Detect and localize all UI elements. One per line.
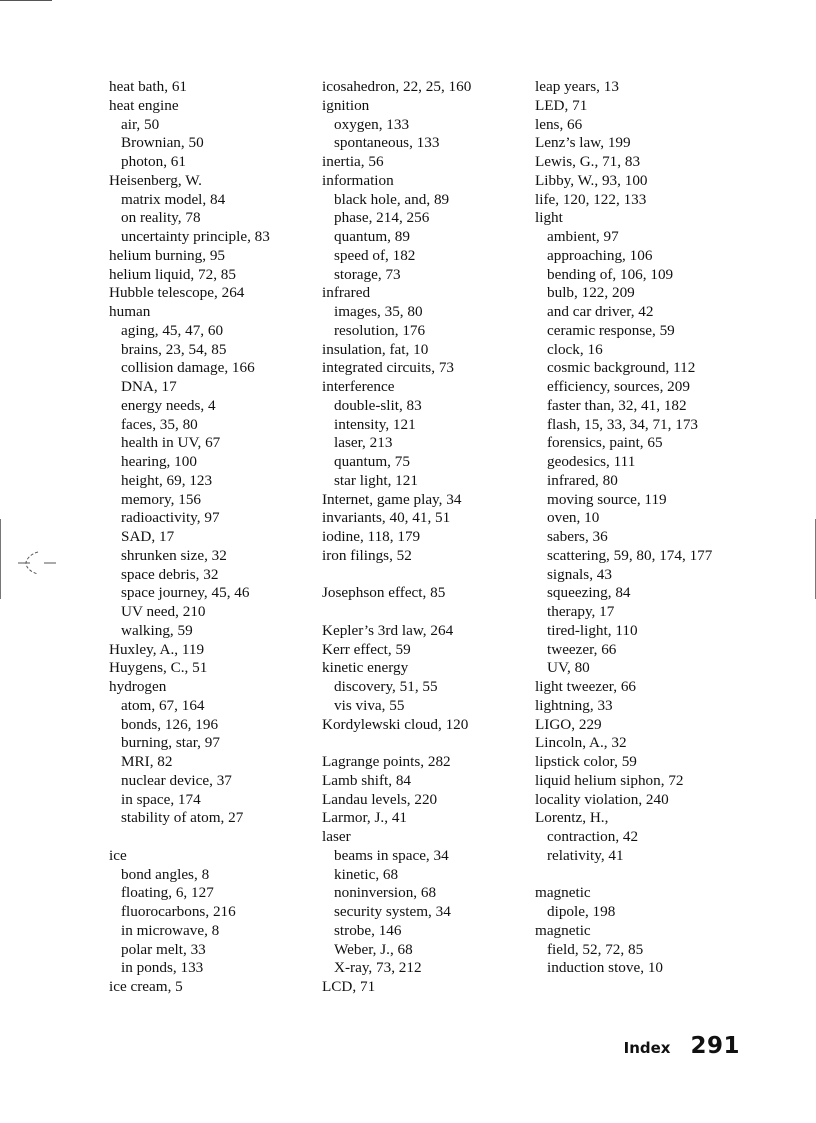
index-subentry: Weber, J., 68 — [334, 940, 413, 958]
index-subentry: bonds, 126, 196 — [121, 715, 219, 733]
page-number: 291 — [690, 1033, 740, 1059]
index-entry: helium liquid, 72, 85 — [109, 265, 236, 283]
index-subentry: faces, 35, 80 — [121, 415, 198, 433]
index-entry: icosahedron, 22, 25, 160 — [322, 78, 472, 95]
index-subentry: ceramic response, 59 — [547, 321, 675, 339]
index-subentry: fluorocarbons, 216 — [121, 903, 236, 920]
index-entry: Lagrange points, 282 — [322, 753, 451, 770]
index-subentry: oxygen, 133 — [334, 115, 410, 133]
index-subentry: forensics, paint, 65 — [547, 434, 663, 452]
index-subentry: oven, 10 — [547, 509, 600, 527]
index-subentry: tired-light, 110 — [547, 621, 638, 639]
index-subentry: hearing, 100 — [121, 453, 197, 470]
index-subentry: SAD, 17 — [121, 528, 175, 545]
index-entry: Lamb shift, 84 — [322, 771, 412, 789]
index-column-1 — [109, 78, 319, 997]
index-entry: helium burning, 95 — [109, 246, 226, 264]
index-subentry: floating, 6, 127 — [121, 884, 214, 902]
index-subentry: Brownian, 50 — [121, 134, 204, 152]
index-subentry: X-ray, 73, 212 — [334, 959, 422, 977]
index-subentry: security system, 34 — [334, 903, 451, 920]
index-entry: interference — [322, 378, 395, 395]
index-entry: lens, 66 — [535, 115, 583, 133]
index-entry: light — [535, 209, 563, 227]
index-subentry: geodesics, 111 — [547, 453, 636, 470]
index-subentry: phase, 214, 256 — [334, 209, 430, 227]
left-edge-mark — [0, 519, 1, 599]
index-subentry: sabers, 36 — [547, 528, 608, 545]
index-subentry: spontaneous, 133 — [334, 134, 440, 152]
index-subentry: kinetic, 68 — [334, 865, 399, 883]
index-subentry: images, 35, 80 — [334, 303, 423, 320]
index-subentry: in microwave, 8 — [121, 921, 220, 939]
entry-spacer — [322, 734, 532, 753]
index-entry: lipstick color, 59 — [535, 753, 637, 770]
index-subentry: relativity, 41 — [547, 846, 624, 864]
index-entry: lightning, 33 — [535, 696, 613, 714]
index-subentry: aging, 45, 47, 60 — [121, 321, 224, 339]
index-entry: ice cream, 5 — [109, 978, 183, 995]
index-entry: Kerr effect, 59 — [322, 640, 411, 658]
index-entry: Lewis, G., 71, 83 — [535, 153, 641, 170]
index-entry: infrared — [322, 284, 371, 302]
index-subentry: space debris, 32 — [121, 565, 219, 583]
index-entry: Landau levels, 220 — [322, 790, 438, 808]
index-entry: life, 120, 122, 133 — [535, 190, 647, 208]
index-subentry: in space, 174 — [121, 790, 201, 808]
index-entry: integrated circuits, 73 — [322, 359, 455, 377]
index-subentry: scattering, 59, 80, 174, 177 — [547, 546, 713, 564]
footer-section-label: Index — [623, 1039, 671, 1057]
index-subentry: contraction, 42 — [547, 828, 639, 845]
index-subentry: collision damage, 166 — [121, 359, 255, 377]
index-subentry: infrared, 80 — [547, 471, 618, 489]
index-subentry: in ponds, 133 — [121, 959, 204, 977]
index-entry: liquid helium siphon, 72 — [535, 771, 684, 789]
index-subentry: memory, 156 — [121, 490, 202, 508]
index-subentry: ambient, 97 — [547, 228, 619, 245]
index-subentry: radioactivity, 97 — [121, 509, 220, 527]
index-entry: human — [109, 303, 151, 320]
index-subentry: discovery, 51, 55 — [334, 678, 438, 695]
index-entry: magnetic — [535, 884, 591, 902]
index-entry: leap years, 13 — [535, 78, 619, 95]
registration-mark-icon — [18, 548, 58, 578]
index-entry: hydrogen — [109, 678, 167, 695]
index-subentry: signals, 43 — [547, 565, 612, 583]
index-entry: kinetic energy — [322, 659, 409, 677]
index-entry: Lorentz, H., — [535, 809, 609, 827]
index-entry: information — [322, 171, 394, 189]
index-subentry: height, 69, 123 — [121, 471, 213, 489]
index-subentry: quantum, 75 — [334, 453, 410, 470]
index-entry: Libby, W., 93, 100 — [535, 171, 648, 189]
index-entry: laser — [322, 828, 351, 845]
index-column-3 — [535, 78, 745, 978]
index-subentry: UV, 80 — [547, 659, 590, 677]
index-subentry: faster than, 32, 41, 182 — [547, 396, 687, 414]
index-subentry: double-slit, 83 — [334, 396, 422, 414]
index-entry: Lincoln, A., 32 — [535, 734, 627, 752]
index-entry: invariants, 40, 41, 51 — [322, 509, 451, 527]
index-column-2 — [322, 78, 532, 997]
index-subentry: squeezing, 84 — [547, 584, 631, 602]
index-subentry: therapy, 17 — [547, 603, 615, 620]
index-subentry: matrix model, 84 — [121, 190, 226, 208]
index-subentry: on reality, 78 — [121, 209, 201, 227]
index-subentry: burning, star, 97 — [121, 734, 220, 752]
index-entry: Kepler’s 3rd law, 264 — [322, 621, 454, 639]
index-subentry: clock, 16 — [547, 340, 603, 358]
index-subentry: polar melt, 33 — [121, 940, 206, 958]
index-entry: iodine, 118, 179 — [322, 528, 421, 545]
index-entry: Kordylewski cloud, 120 — [322, 715, 469, 733]
index-subentry: MRI, 82 — [121, 753, 173, 770]
index-subentry: star light, 121 — [334, 471, 418, 489]
index-entry: LED, 71 — [535, 96, 588, 114]
index-entry: Heisenberg, W. — [109, 171, 202, 189]
index-entry: Huxley, A., 119 — [109, 640, 205, 658]
index-subentry: air, 50 — [121, 115, 160, 133]
entry-spacer — [535, 866, 745, 885]
index-subentry: and car driver, 42 — [547, 303, 654, 320]
page-footer — [600, 1033, 740, 1063]
top-crop-rule — [0, 0, 52, 1]
index-entry: Internet, game play, 34 — [322, 490, 462, 508]
index-subentry: strobe, 146 — [334, 921, 402, 939]
index-entry: heat engine — [109, 96, 179, 114]
index-entry: ignition — [322, 96, 370, 114]
index-subentry: tweezer, 66 — [547, 640, 617, 658]
index-subentry: shrunken size, 32 — [121, 546, 227, 564]
index-subentry: dipole, 198 — [547, 903, 616, 920]
index-subentry: energy needs, 4 — [121, 396, 216, 414]
index-entry: Lenz’s law, 199 — [535, 134, 631, 152]
index-subentry: atom, 67, 164 — [121, 696, 205, 714]
index-subentry: induction stove, 10 — [547, 959, 664, 977]
index-entry: iron filings, 52 — [322, 546, 412, 564]
index-subentry: space journey, 45, 46 — [121, 584, 250, 602]
index-subentry: bond angles, 8 — [121, 865, 210, 883]
index-subentry: UV need, 210 — [121, 603, 206, 620]
index-subentry: uncertainty principle, 83 — [121, 228, 270, 245]
index-subentry: approaching, 106 — [547, 246, 653, 264]
index-subentry: vis viva, 55 — [334, 696, 405, 714]
index-entry: LIGO, 229 — [535, 715, 602, 733]
index-subentry: bulb, 122, 209 — [547, 284, 635, 302]
index-entry: LCD, 71 — [322, 978, 376, 995]
index-subentry: intensity, 121 — [334, 415, 416, 433]
index-subentry: black hole, and, 89 — [334, 190, 450, 208]
index-entry: Hubble telescope, 264 — [109, 284, 245, 302]
index-subentry: bending of, 106, 109 — [547, 265, 674, 283]
index-subentry: flash, 15, 33, 34, 71, 173 — [547, 415, 699, 433]
index-subentry: quantum, 89 — [334, 228, 410, 245]
index-subentry: moving source, 119 — [547, 490, 667, 508]
index-entry: insulation, fat, 10 — [322, 340, 429, 358]
index-subentry: field, 52, 72, 85 — [547, 940, 644, 958]
index-subentry: brains, 23, 54, 85 — [121, 340, 227, 358]
index-subentry: noninversion, 68 — [334, 884, 437, 902]
index-subentry: DNA, 17 — [121, 378, 177, 395]
index-entry: Larmor, J., 41 — [322, 809, 408, 827]
index-subentry: health in UV, 67 — [121, 434, 221, 452]
index-entry: locality violation, 240 — [535, 790, 669, 808]
index-entry: Huygens, C., 51 — [109, 659, 208, 677]
entry-spacer — [322, 603, 532, 622]
index-subentry: storage, 73 — [334, 265, 401, 283]
index-subentry: walking, 59 — [121, 621, 193, 639]
index-subentry: speed of, 182 — [334, 246, 416, 264]
index-subentry: nuclear device, 37 — [121, 771, 232, 789]
index-subentry: resolution, 176 — [334, 321, 426, 339]
index-entry: magnetic — [535, 921, 591, 939]
index-entry: light tweezer, 66 — [535, 678, 637, 695]
index-entry: ice — [109, 846, 127, 864]
index-subentry: cosmic background, 112 — [547, 359, 696, 377]
index-entry: Josephson effect, 85 — [322, 584, 446, 602]
index-subentry: stability of atom, 27 — [121, 809, 244, 827]
index-entry: heat bath, 61 — [109, 78, 188, 95]
index-subentry: laser, 213 — [334, 434, 393, 452]
index-entry: inertia, 56 — [322, 153, 384, 170]
index-subentry: beams in space, 34 — [334, 846, 449, 864]
index-subentry: efficiency, sources, 209 — [547, 378, 690, 395]
index-subentry: photon, 61 — [121, 153, 186, 170]
entry-spacer — [322, 566, 532, 585]
entry-spacer — [109, 828, 319, 847]
